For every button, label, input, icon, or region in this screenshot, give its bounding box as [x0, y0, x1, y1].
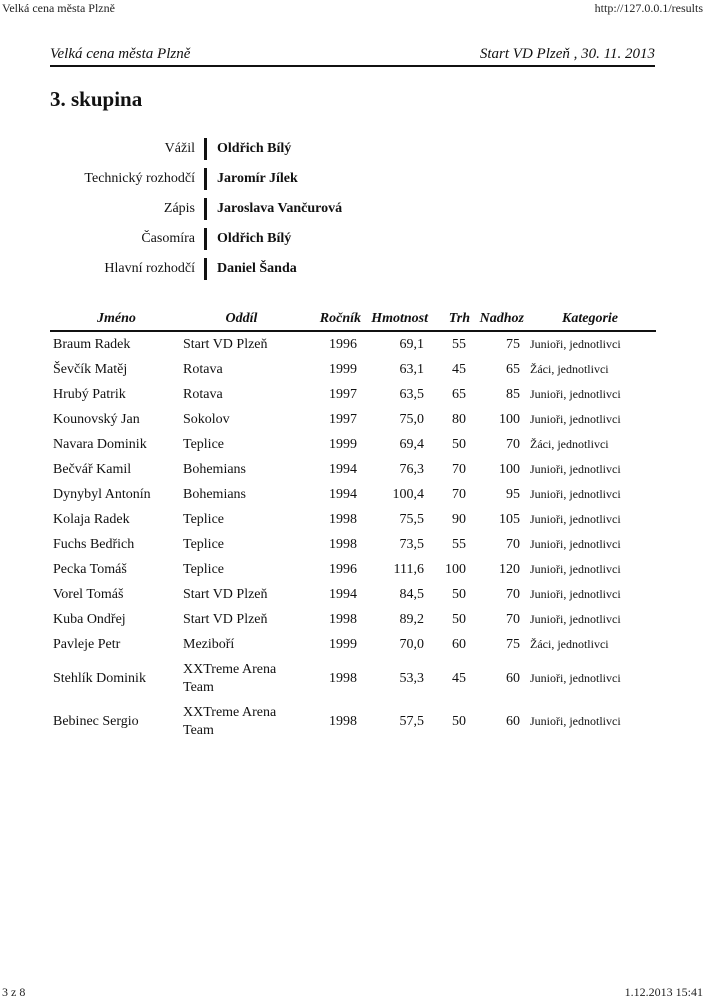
browser-url: http://127.0.0.1/results [594, 1, 703, 15]
category-label: Junioři, jednotlivci [530, 512, 621, 526]
page-counter: 3 z 8 [2, 985, 26, 999]
birth-year: 1997 [329, 386, 357, 402]
category-label: Junioři, jednotlivci [530, 387, 621, 401]
category-label: Junioři, jednotlivci [530, 612, 621, 626]
category-label: Junioři, jednotlivci [530, 714, 621, 728]
club-name: Start VD Plzeň [183, 336, 268, 352]
clean-jerk-result: 100 [499, 461, 520, 477]
clean-jerk-result: 75 [506, 636, 520, 652]
club-name: Rotava [183, 386, 223, 402]
birth-year: 1999 [329, 636, 357, 652]
official-row [0, 166, 707, 196]
body-weight: 57,5 [399, 713, 424, 729]
snatch-result: 90 [452, 511, 466, 527]
body-weight: 69,1 [399, 336, 424, 352]
clean-jerk-result: 100 [499, 411, 520, 427]
body-weight: 70,0 [399, 636, 424, 652]
athlete-name: Ševčík Matěj [53, 361, 128, 377]
table-row [50, 331, 656, 357]
col-weight-header: Hmotnost [361, 307, 428, 331]
col-snatch-header: Trh [428, 307, 470, 331]
officials-list [0, 136, 707, 286]
table-row [50, 382, 656, 407]
category-label: Junioři, jednotlivci [530, 671, 621, 685]
body-weight: 111,6 [393, 561, 424, 577]
birth-year: 1998 [329, 713, 357, 729]
birth-year: 1994 [329, 461, 357, 477]
club-name: Start VD Plzeň [183, 611, 268, 627]
club-name: Teplice [183, 561, 224, 577]
category-label: Junioři, jednotlivci [530, 537, 621, 551]
body-weight: 73,5 [399, 536, 424, 552]
snatch-result: 50 [452, 586, 466, 602]
official-row [0, 136, 707, 166]
body-weight: 76,3 [399, 461, 424, 477]
table-row [50, 482, 656, 507]
table-row [50, 657, 656, 700]
body-weight: 75,0 [399, 411, 424, 427]
category-label: Junioři, jednotlivci [530, 462, 621, 476]
category-label: Žáci, jednotlivci [530, 437, 609, 451]
athlete-name: Vorel Tomáš [53, 586, 124, 602]
athlete-name: Pecka Tomáš [53, 561, 127, 577]
club-name: Start VD Plzeň [183, 586, 268, 602]
body-weight: 75,5 [399, 511, 424, 527]
event-name: Velká cena města Plzně [50, 46, 191, 62]
snatch-result: 50 [452, 436, 466, 452]
table-header-row [50, 307, 656, 331]
start-info: Start VD Plzeň , 30. 11. 2013 [479, 46, 655, 62]
athlete-name: Hrubý Patrik [53, 386, 126, 402]
table-row [50, 632, 656, 657]
official-role: Zápis [163, 201, 195, 216]
club-name: XXTreme Arena Team [183, 704, 277, 738]
col-cj-header: Nadhoz [470, 307, 524, 331]
birth-year: 1994 [329, 586, 357, 602]
group-title: 3. skupina [50, 87, 143, 111]
results-table [50, 307, 656, 743]
table-row [50, 357, 656, 382]
birth-year: 1998 [329, 536, 357, 552]
official-role: Technický rozhodčí [84, 171, 195, 186]
official-name: Daniel Šanda [217, 261, 297, 276]
category-label: Žáci, jednotlivci [530, 637, 609, 651]
athlete-name: Kuba Ondřej [53, 611, 126, 627]
birth-year: 1997 [329, 411, 357, 427]
divider-bar [204, 228, 207, 250]
body-weight: 53,3 [399, 670, 424, 686]
official-name: Jaroslava Vančurová [217, 201, 343, 216]
birth-year: 1999 [329, 361, 357, 377]
clean-jerk-result: 95 [506, 486, 520, 502]
category-label: Junioři, jednotlivci [530, 587, 621, 601]
clean-jerk-result: 60 [506, 713, 520, 729]
category-label: Junioři, jednotlivci [530, 562, 621, 576]
print-datetime: 1.12.2013 15:41 [624, 985, 703, 999]
athlete-name: Stehlík Dominik [53, 670, 146, 686]
clean-jerk-result: 70 [506, 586, 520, 602]
snatch-result: 80 [452, 411, 466, 427]
athlete-name: Kolaja Radek [53, 511, 130, 527]
divider-bar [204, 138, 207, 160]
athlete-name: Kounovský Jan [53, 411, 140, 427]
athlete-name: Braum Radek [53, 336, 131, 352]
table-row [50, 432, 656, 457]
snatch-result: 100 [445, 561, 466, 577]
snatch-result: 55 [452, 536, 466, 552]
athlete-name: Pavleje Petr [53, 636, 121, 652]
col-club-header: Oddíl [183, 307, 300, 331]
table-row [50, 582, 656, 607]
club-name: Teplice [183, 436, 224, 452]
club-name: XXTreme Arena Team [183, 661, 277, 695]
clean-jerk-result: 105 [499, 511, 520, 527]
official-role: Vážil [164, 141, 195, 156]
divider-bar [204, 258, 207, 280]
club-name: Bohemians [183, 486, 246, 502]
club-name: Teplice [183, 536, 224, 552]
birth-year: 1999 [329, 436, 357, 452]
snatch-result: 65 [452, 386, 466, 402]
table-body [50, 331, 656, 743]
clean-jerk-result: 120 [499, 561, 520, 577]
official-row [0, 226, 707, 256]
clean-jerk-result: 70 [506, 436, 520, 452]
body-weight: 63,5 [399, 386, 424, 402]
divider-bar [204, 198, 207, 220]
divider-bar [204, 168, 207, 190]
snatch-result: 70 [452, 461, 466, 477]
snatch-result: 55 [452, 336, 466, 352]
body-weight: 69,4 [399, 436, 424, 452]
club-name: Rotava [183, 361, 223, 377]
snatch-result: 50 [452, 713, 466, 729]
official-role: Hlavní rozhodčí [104, 261, 195, 276]
official-name: Oldřich Bílý [217, 141, 292, 156]
athlete-name: Dynybyl Antonín [53, 486, 151, 502]
table-row [50, 607, 656, 632]
birth-year: 1998 [329, 611, 357, 627]
birth-year: 1994 [329, 486, 357, 502]
athlete-name: Bebinec Sergio [53, 713, 139, 729]
birth-year: 1998 [329, 511, 357, 527]
body-weight: 63,1 [399, 361, 424, 377]
body-weight: 100,4 [392, 486, 424, 502]
body-weight: 89,2 [399, 611, 424, 627]
col-name-header: Jméno [50, 307, 183, 331]
table-row [50, 507, 656, 532]
athlete-name: Fuchs Bedřich [53, 536, 135, 552]
club-name: Teplice [183, 511, 224, 527]
clean-jerk-result: 60 [506, 670, 520, 686]
clean-jerk-result: 65 [506, 361, 520, 377]
table-row [50, 457, 656, 482]
snatch-result: 70 [452, 486, 466, 502]
snatch-result: 45 [452, 670, 466, 686]
table-row [50, 407, 656, 432]
table-row [50, 532, 656, 557]
clean-jerk-result: 70 [506, 611, 520, 627]
browser-page-title: Velká cena města Plzně [2, 1, 115, 15]
official-role: Časomíra [141, 231, 195, 246]
club-name: Sokolov [183, 411, 230, 427]
category-label: Junioři, jednotlivci [530, 412, 621, 426]
athlete-name: Navara Dominik [53, 436, 147, 452]
official-name: Oldřich Bílý [217, 231, 292, 246]
birth-year: 1998 [329, 670, 357, 686]
clean-jerk-result: 85 [506, 386, 520, 402]
snatch-result: 45 [452, 361, 466, 377]
category-label: Junioři, jednotlivci [530, 487, 621, 501]
col-category-header: Kategorie [524, 307, 656, 331]
table-row [50, 700, 656, 743]
document-header [50, 44, 655, 67]
clean-jerk-result: 75 [506, 336, 520, 352]
club-name: Bohemians [183, 461, 246, 477]
official-name: Jaromír Jílek [217, 171, 298, 186]
category-label: Žáci, jednotlivci [530, 362, 609, 376]
snatch-result: 60 [452, 636, 466, 652]
birth-year: 1996 [329, 561, 357, 577]
official-row [0, 256, 707, 286]
official-row [0, 196, 707, 226]
snatch-result: 50 [452, 611, 466, 627]
category-label: Junioři, jednotlivci [530, 337, 621, 351]
table-row [50, 557, 656, 582]
birth-year: 1996 [329, 336, 357, 352]
clean-jerk-result: 70 [506, 536, 520, 552]
athlete-name: Bečvář Kamil [53, 461, 132, 477]
body-weight: 84,5 [399, 586, 424, 602]
club-name: Meziboří [183, 636, 235, 652]
col-year-header: Ročník [300, 307, 361, 331]
